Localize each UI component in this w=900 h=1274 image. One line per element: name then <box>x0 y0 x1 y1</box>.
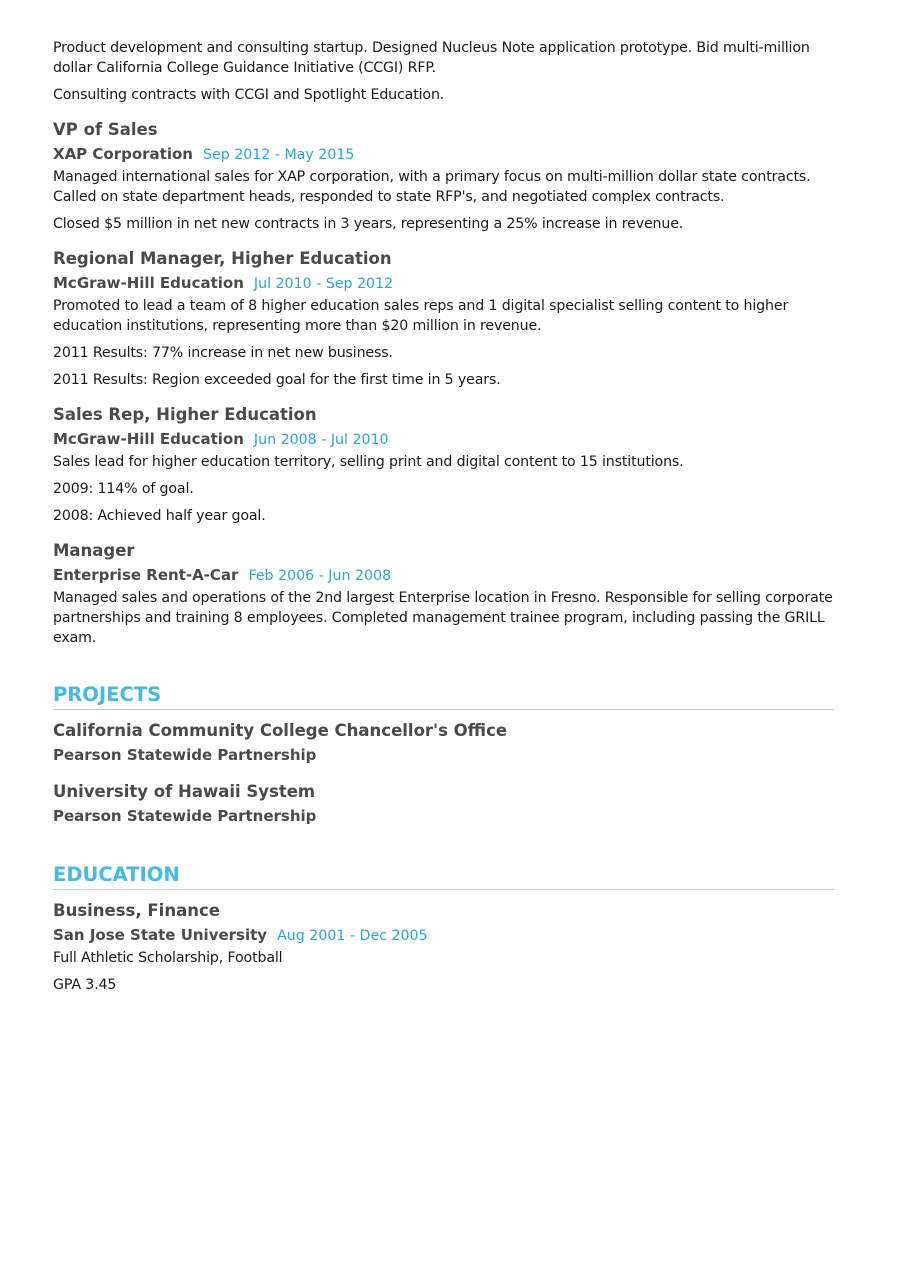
project-org: Pearson Statewide Partnership <box>53 746 317 764</box>
date-range: Aug 2001 - Dec 2005 <box>277 928 428 944</box>
experience-entry <box>53 118 834 234</box>
date-range: Jun 2008 - Jul 2010 <box>253 432 389 448</box>
experience-entry <box>53 403 834 526</box>
experience-entry <box>53 247 834 390</box>
project-title: University of Hawaii System <box>53 782 316 801</box>
project-entry <box>53 719 834 767</box>
projects-section <box>53 682 834 828</box>
degree-title: Business, Finance <box>53 901 220 920</box>
date-range: Jul 2010 - Sep 2012 <box>253 276 394 292</box>
job-employer-line <box>53 427 834 452</box>
job-description: 2011 Results: Region exceeded goal for the first time in 5 years. <box>53 372 501 388</box>
job-employer-line <box>53 563 834 588</box>
job-employer-line <box>53 271 834 296</box>
intro-block <box>53 38 834 105</box>
job-title: Sales Rep, Higher Education <box>53 405 317 424</box>
education-detail: Full Athletic Scholarship, Football <box>53 950 283 966</box>
date-range: Feb 2006 - Jun 2008 <box>248 568 392 584</box>
project-entry <box>53 780 834 828</box>
resume-content <box>53 38 834 1008</box>
employer-name: McGraw-Hill Education <box>53 430 244 448</box>
job-description: 2011 Results: 77% increase in net new business. <box>53 345 393 361</box>
employer-name: McGraw-Hill Education <box>53 274 244 292</box>
education-entry <box>53 899 834 995</box>
employer-name: Enterprise Rent-A-Car <box>53 566 239 584</box>
job-title: Manager <box>53 541 135 560</box>
job-title: VP of Sales <box>53 120 158 139</box>
experience-entry <box>53 539 834 648</box>
job-description: Closed $5 million in net new contracts in 3 years, representing a 25% increase in revenue. <box>53 216 684 232</box>
section-heading: PROJECTS <box>53 682 834 710</box>
section-heading: EDUCATION <box>53 862 834 890</box>
job-employer-line <box>53 142 834 167</box>
education-section <box>53 862 834 995</box>
intro-paragraph: Consulting contracts with CCGI and Spotlight Education. <box>53 87 445 103</box>
job-description: 2008: Achieved half year goal. <box>53 508 266 524</box>
date-range: Sep 2012 - May 2015 <box>202 147 355 163</box>
job-description: Managed international sales for XAP corporation, with a primary focus on multi-million dollar state contracts. Called on state department heads, responded to state RFP's, and negotiated complex contracts. <box>53 169 811 205</box>
project-title: California Community College Chancellor's Office <box>53 721 508 740</box>
job-description: Managed sales and operations of the 2nd largest Enterprise location in Fresno. Responsible for selling corporate partnerships and training 8 employees. Completed management trainee program, including passing the GRILL exam. <box>53 590 833 646</box>
job-description: Promoted to lead a team of 8 higher education sales reps and 1 digital specialist selling content to higher education institutions, representing more than $20 million in revenue. <box>53 298 789 334</box>
job-description: Sales lead for higher education territory, selling print and digital content to 15 institutions. <box>53 454 684 470</box>
job-title: Regional Manager, Higher Education <box>53 249 392 268</box>
school-name: San Jose State University <box>53 926 268 944</box>
education-detail: GPA 3.45 <box>53 977 117 993</box>
intro-paragraph: Product development and consulting startup. Designed Nucleus Note application prototype. Bid multi-million dollar California College Guidance Initiative (CCGI) RFP. <box>53 40 810 76</box>
project-org: Pearson Statewide Partnership <box>53 807 317 825</box>
employer-name: XAP Corporation <box>53 145 193 163</box>
job-description: 2009: 114% of goal. <box>53 481 194 497</box>
school-line <box>53 923 834 948</box>
